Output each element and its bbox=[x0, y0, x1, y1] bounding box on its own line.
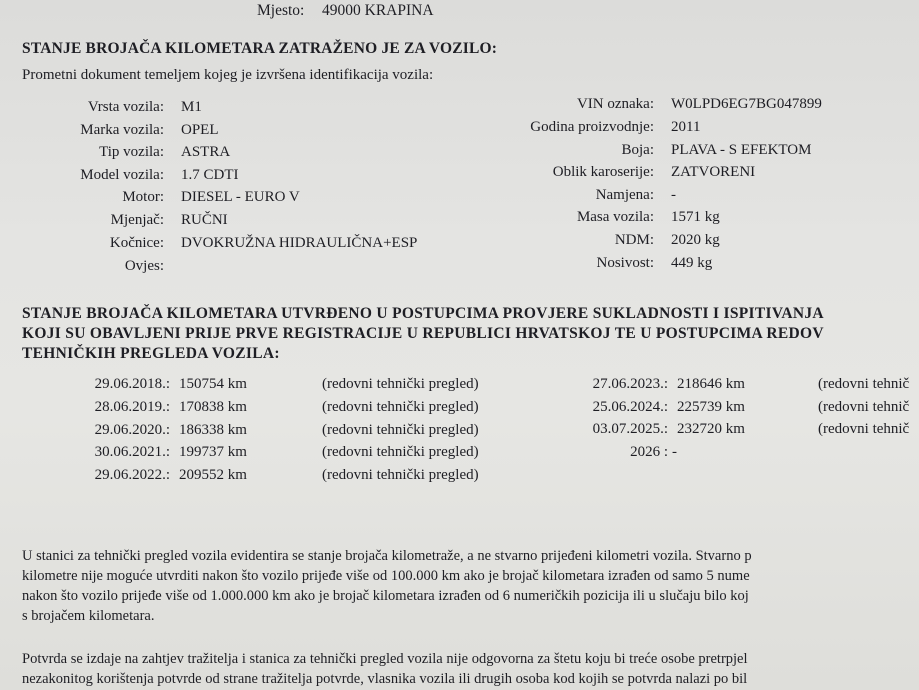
reading-km: 186338 km bbox=[179, 422, 247, 438]
vehicle-field-value: 1571 kg bbox=[671, 209, 720, 225]
section2-title-line: TEHNIČKIH PREGLEDA VOZILA: bbox=[22, 345, 280, 362]
vehicle-field-label: Marka vozila: bbox=[80, 122, 164, 138]
vehicle-field-label: NDM: bbox=[614, 232, 654, 248]
reading-note: (redovni tehnič bbox=[818, 399, 910, 415]
vehicle-field-label: Nosivost: bbox=[596, 255, 654, 271]
vehicle-field-value: 449 kg bbox=[671, 255, 713, 271]
section2-title-line: STANJE BROJAČA KILOMETARA UTVRĐENO U POSTUPCIMA PROVJERE SUKLADNOSTI I ISPITIVANJA bbox=[22, 305, 824, 322]
reading-km: - bbox=[672, 444, 677, 460]
vehicle-field-value: 1.7 CDTI bbox=[181, 167, 239, 183]
reading-note: (redovni tehnički pregled) bbox=[322, 376, 479, 392]
vehicle-field-label: Boja: bbox=[621, 142, 654, 158]
vehicle-field-value: - bbox=[671, 187, 676, 203]
vehicle-field-label: Model vozila: bbox=[80, 167, 164, 183]
paragraph-line: U stanici za tehnički pregled vozila evidentira se stanje brojača kilometraže, a ne stvarno prijeđeni kilometri vozila. Stvarno p bbox=[22, 548, 752, 564]
reading-note: (redovni tehnički pregled) bbox=[322, 422, 479, 438]
reading-note: (redovni tehnički pregled) bbox=[322, 399, 479, 415]
vehicle-field-value: ASTRA bbox=[181, 144, 231, 160]
reading-km: 218646 km bbox=[677, 376, 745, 392]
reading-km: 232720 km bbox=[677, 421, 745, 437]
paragraph-line: nakon što vozilo prijeđe više od 1.000.000 km ako je brojač kilometara izrađen od 6 numeričkih pozicija ili u slučaju bilo koj bbox=[22, 588, 749, 604]
section1-subtitle: Prometni dokument temeljem kojeg je izvršena identifikacija vozila: bbox=[22, 67, 434, 83]
vehicle-field-label: Kočnice: bbox=[109, 235, 164, 251]
paragraph-line: nezakonitog korištenja potvrde od strane tražitelja potvrde, vlasnika vozila ili drugih osoba kod kojih se potvrda nalazi po bil bbox=[22, 671, 748, 687]
reading-date: 03.07.2025.: bbox=[592, 421, 668, 437]
reading-km: 225739 km bbox=[677, 399, 745, 415]
reading-km: 199737 km bbox=[179, 444, 247, 460]
vehicle-field-label: Motor: bbox=[122, 189, 164, 205]
vehicle-field-label: Masa vozila: bbox=[576, 209, 654, 225]
reading-date: 25.06.2024.: bbox=[592, 399, 668, 415]
paragraph-line: Potvrda se izdaje na zahtjev tražitelja i stanica za tehnički pregled vozila nije odgovorna za štetu koju bi treće osobe pretrpjel bbox=[22, 651, 748, 667]
vehicle-field-value: PLAVA - S EFEKTOM bbox=[671, 142, 812, 158]
vehicle-field-label: Vrsta vozila: bbox=[87, 99, 164, 115]
reading-date: 27.06.2023.: bbox=[592, 376, 668, 392]
reading-km: 170838 km bbox=[179, 399, 247, 415]
vehicle-field-value: DVOKRUŽNA HIDRAULIČNA+ESP bbox=[181, 235, 418, 251]
mjesto-value: 49000 KRAPINA bbox=[322, 2, 434, 19]
vehicle-field-label: Oblik karoserije: bbox=[552, 164, 654, 180]
reading-date: 29.06.2022.: bbox=[94, 467, 170, 483]
vehicle-field-value: M1 bbox=[181, 99, 202, 115]
paragraph-line: s brojačem kilometara. bbox=[22, 608, 155, 624]
vehicle-field-label: Mjenjač: bbox=[110, 212, 164, 228]
vehicle-field-value: RUČNI bbox=[181, 212, 228, 228]
vehicle-field-value: 2020 kg bbox=[671, 232, 720, 248]
mjesto-label: Mjesto: bbox=[257, 2, 305, 19]
paragraph-line: kilometre nije moguće utvrditi nakon što vozilo prijeđe više od 100.000 km ako je brojač kilometara izrađen od samo 5 nume bbox=[22, 568, 750, 584]
reading-date: 30.06.2021.: bbox=[94, 444, 170, 460]
vehicle-field-label: Ovjes: bbox=[124, 258, 164, 274]
vehicle-field-value: 2011 bbox=[671, 119, 701, 135]
reading-note: (redovni tehnički pregled) bbox=[322, 444, 479, 460]
reading-date: 2026 : bbox=[630, 444, 668, 460]
reading-note: (redovni tehnič bbox=[818, 421, 910, 437]
vehicle-field-value: DIESEL - EURO V bbox=[181, 189, 300, 205]
vehicle-field-label: Godina proizvodnje: bbox=[530, 119, 654, 135]
reading-note: (redovni tehnič bbox=[818, 376, 910, 392]
section2-title-line: KOJI SU OBAVLJENI PRIJE PRVE REGISTRACIJE U REPUBLICI HRVATSKOJ TE U POSTUPCIMA REDOV bbox=[22, 325, 824, 342]
vehicle-field-label: Tip vozila: bbox=[99, 144, 164, 160]
reading-date: 28.06.2019.: bbox=[94, 399, 170, 415]
reading-date: 29.06.2018.: bbox=[94, 376, 170, 392]
reading-note: (redovni tehnički pregled) bbox=[322, 467, 479, 483]
vehicle-field-value: ZATVORENI bbox=[671, 164, 756, 180]
reading-km: 209552 km bbox=[179, 467, 247, 483]
vehicle-field-value: OPEL bbox=[181, 122, 219, 138]
reading-date: 29.06.2020.: bbox=[94, 422, 170, 438]
section1-title: STANJE BROJAČA KILOMETARA ZATRAŽENO JE ZA VOZILO: bbox=[22, 40, 498, 57]
vehicle-field-value: W0LPD6EG7BG047899 bbox=[671, 96, 822, 112]
vehicle-field-label: VIN oznaka: bbox=[576, 96, 654, 112]
reading-km: 150754 km bbox=[179, 376, 247, 392]
vehicle-field-label: Namjena: bbox=[595, 187, 654, 203]
